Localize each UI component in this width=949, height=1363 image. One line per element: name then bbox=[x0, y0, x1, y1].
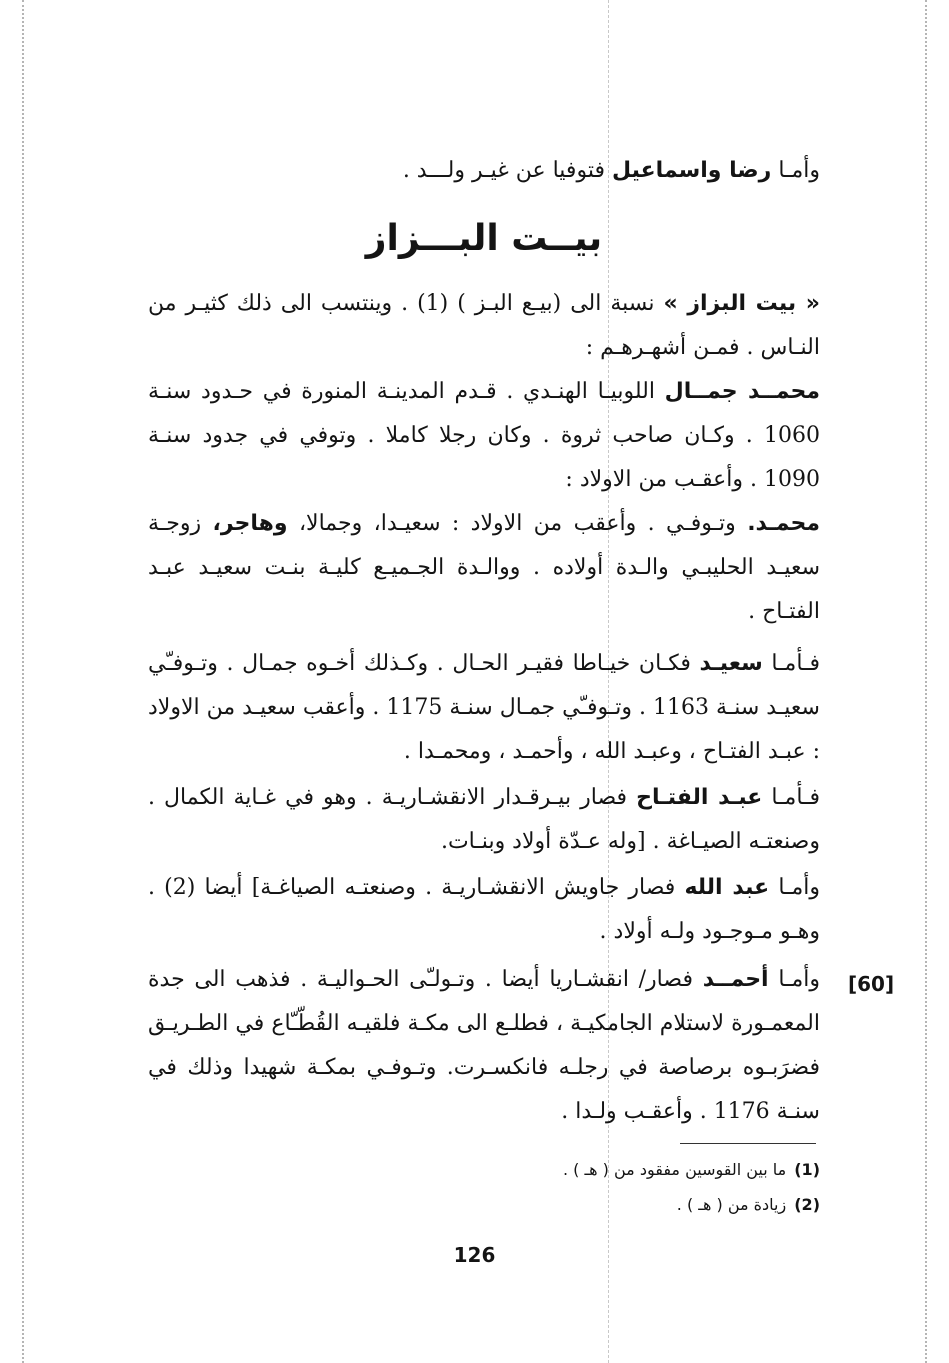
intro-line: وأمـا رضا واسماعيل فتوفيا عن غيـر ولـــد . bbox=[402, 158, 820, 183]
footnote-rule bbox=[680, 1143, 816, 1144]
paragraph-6: وأمـا عبد الله فصار جاويش الانقشـاريـة . وصنعتـه الصياغـة] أيضا (2) . وهـو مـوجـود ولـه أولاد . bbox=[148, 875, 821, 944]
paragraph-4: فـأمـا سعيـد فكـان خيـاطا فقيـر الحـال . وكـذلك أخـوه جمـال . وتـوفـّي سعيـد سنـة 1163 . وتـوفـّي جمـال سنـة 1175 . وأعقب سعيـد من الاولاد : عبـد الفتـاح ، وعبـد الله ، وأحمـد ، ومحمـدا . bbox=[148, 651, 821, 764]
margin-folio-number: [60] bbox=[848, 972, 895, 996]
footnote-1: (1)ما بين القوسين مفقود من ( هـ ) . bbox=[562, 1160, 820, 1179]
left-scan-edge bbox=[22, 0, 24, 1363]
paragraph-2: محمــد جمــال اللوبيـا الهنـدي . قـدم المدينـة المنورة في حـدود سنـة 1060 . وكـان صاحب ثروة . وكان رجلا كاملا . وتوفي في جدود سنـة 1090 . وأعقـب من الاولاد : bbox=[148, 379, 820, 492]
paragraph-7: وأمـا أحمــد فصار/ انقشـاريا أيضا . وتـولـّى الحـواليـة . فذهب الى جدة المعمـورة لاستلام الجامكيـة ، فطلـع الى مكـة فلقيـه القُطّـّاع في الطـريـق فضرَبـوه برصاصة في رجلـه فانكسـرت. وتـوفـي بمكـة شهيدا وذلك في سنـة 1176 . وأعقـب ولـدا . bbox=[148, 967, 820, 1124]
right-scan-edge bbox=[925, 0, 927, 1363]
paragraph-3: محمـد. وتـوفـي . وأعقب من الاولاد : سعيـدا، وجمالا، وهاجر، زوجـة سعيـد الحليبـي والـدة أولاده . ووالـدة الجـميـع كليـة بنـت سعيـد عبـد الفتـاح . bbox=[148, 511, 820, 624]
section-heading: بيــت البـــزاز bbox=[365, 218, 603, 259]
intro-names: رضا واسماعيل bbox=[611, 158, 772, 183]
page-number: 126 bbox=[453, 1243, 496, 1267]
paragraph-5: فـأمـا عبـد الفتـاح فصار بيـرقـدار الانقشـاريـة . وهو في غـاية الكمال . وصنعتـه الصيـاغة . [وله عـدّة أولاد وبنـات. bbox=[148, 785, 821, 854]
paragraph-1: « بيت البزاز » نسبة الى (بيـع البـز ) (1) . وينتسب الى ذلك كثيـر من النـاس . فمـن أشهـرهـم : bbox=[148, 291, 820, 360]
footnote-2: (2)زيادة من ( هـ ) . bbox=[676, 1195, 820, 1214]
